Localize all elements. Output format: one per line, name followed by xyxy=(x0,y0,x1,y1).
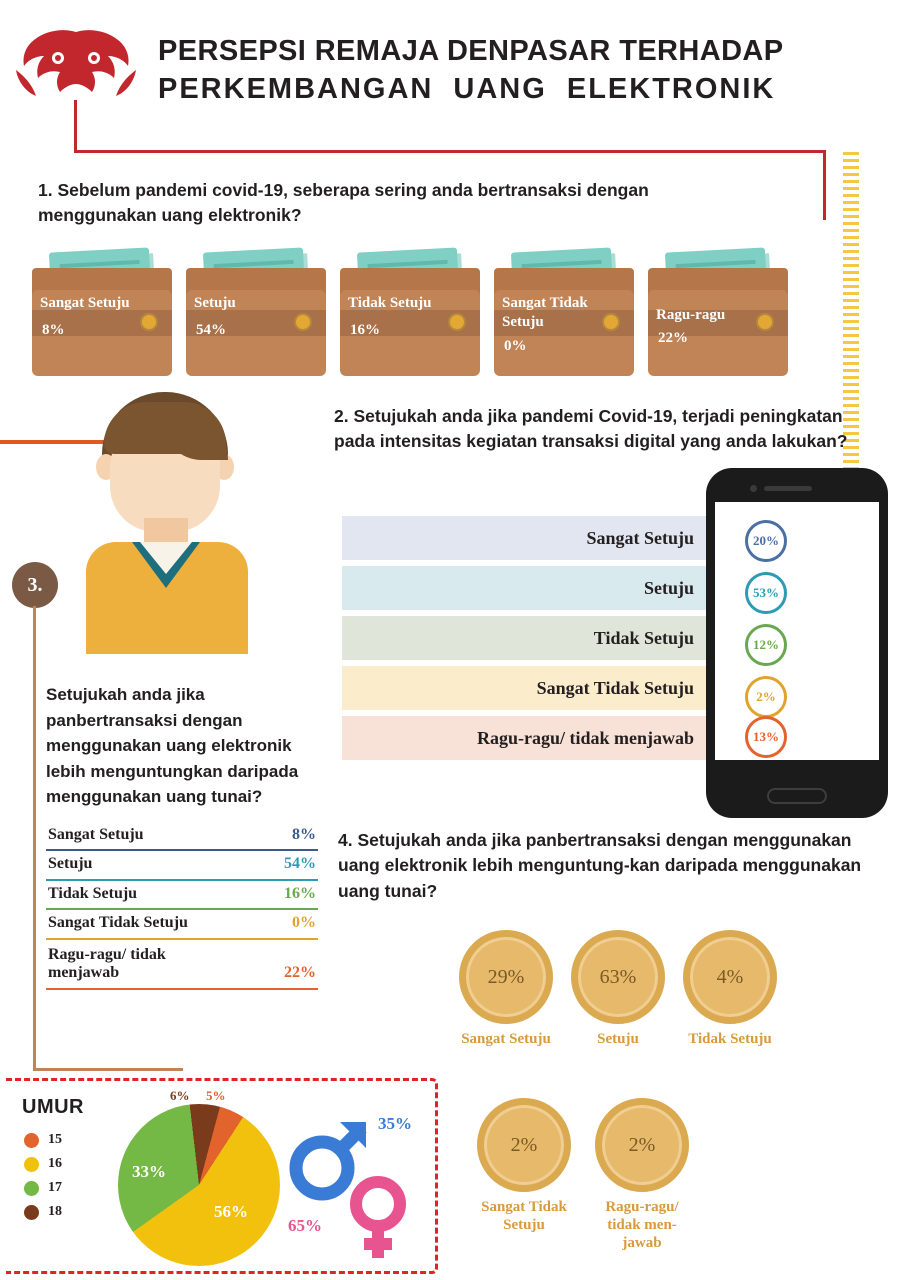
question-2-text: 2. Setujukah anda jika pandemi Covid-19, terjadi peningkatan pada intensitas kegiatan transaksi digital yang anda lakukan? xyxy=(334,406,848,452)
smartphone-illustration xyxy=(706,468,888,818)
pie-slice-label-18: 6% xyxy=(170,1088,190,1103)
legend-label: 18 xyxy=(48,1204,62,1219)
dotted-strip-decoration xyxy=(843,152,859,512)
legend-item xyxy=(24,1156,62,1172)
legend-label: 17 xyxy=(48,1180,62,1195)
title-word-perkembangan: PERKEMBANGAN xyxy=(158,73,434,106)
male-percentage: 35% xyxy=(378,1114,412,1133)
legend-color-icon xyxy=(24,1157,39,1172)
legend-item xyxy=(24,1180,62,1196)
coin-value: 63% xyxy=(571,930,665,1024)
table-row xyxy=(46,822,318,851)
wallet-value: 8% xyxy=(42,322,65,338)
divider-vertical-left xyxy=(74,100,77,152)
row-label: Sangat Setuju xyxy=(48,826,144,843)
coin-label: Ragu-ragu/ tidak men-jawab xyxy=(605,1199,679,1251)
phone-stat-badge: 12% xyxy=(745,624,787,666)
row-label: Tidak Setuju xyxy=(48,884,138,902)
bar-label: Ragu-ragu/ tidak menjawab xyxy=(476,727,694,748)
bar-item xyxy=(342,516,710,560)
coin-item xyxy=(452,930,560,1048)
page-title xyxy=(158,32,888,109)
pie-slice-label-17: 33% xyxy=(132,1162,166,1181)
coin-item xyxy=(564,930,672,1048)
pie-slice-label-16: 56% xyxy=(214,1202,248,1221)
coin-value: 29% xyxy=(459,930,553,1024)
divider-vertical-brown xyxy=(33,606,36,1071)
title-line-2 xyxy=(158,70,888,108)
gender-chart xyxy=(286,1112,432,1262)
divider-horizontal-brown xyxy=(33,1068,183,1071)
wallet-value: 54% xyxy=(196,322,226,338)
row-value: 8% xyxy=(292,826,316,843)
pie-slice-label-15: 5% xyxy=(206,1088,226,1103)
coin-label: Setuju xyxy=(597,1031,639,1047)
legend-item xyxy=(24,1204,62,1220)
barong-logo-icon xyxy=(12,26,140,100)
wallet-item xyxy=(340,258,480,376)
bar-item xyxy=(342,566,710,610)
legend-color-icon xyxy=(24,1181,39,1196)
table-row xyxy=(46,851,318,880)
speaker-icon xyxy=(764,486,812,491)
bar-item xyxy=(342,616,710,660)
wallet-label: Sangat Setuju xyxy=(40,295,130,311)
pie-graphic xyxy=(118,1104,280,1266)
wallet-value: 22% xyxy=(658,330,688,346)
wallet-label: Tidak Setuju xyxy=(348,295,432,311)
phone-stat-badge: 20% xyxy=(745,520,787,562)
row-value: 16% xyxy=(284,884,316,902)
coin-label: Tidak Setuju xyxy=(688,1031,772,1047)
female-symbol-icon xyxy=(356,1182,400,1258)
row-value: 54% xyxy=(284,855,316,873)
coin-item xyxy=(676,930,784,1048)
question-1-text: 1. Sebelum pandemi covid-19, seberapa sering anda bertransaksi dengan menggunakan uang elektronik? xyxy=(38,180,649,226)
bar-label: Tidak Setuju xyxy=(593,627,694,648)
female-percentage: 65% xyxy=(288,1216,322,1235)
question-3-badge: 3. xyxy=(12,562,58,608)
question-4-coin-chart xyxy=(452,930,792,1260)
coin-item xyxy=(588,1098,696,1252)
bar-label: Sangat Tidak Setuju xyxy=(536,677,694,698)
legend-item xyxy=(24,1132,62,1148)
row-value: 22% xyxy=(284,964,316,982)
title-line-1: PERSEPSI REMAJA DENPASAR TERHADAP xyxy=(158,35,784,67)
wallet-item xyxy=(186,258,326,376)
coin-value: 2% xyxy=(477,1098,571,1192)
bar-label: Setuju xyxy=(643,577,694,598)
bar-item xyxy=(342,666,710,710)
phone-screen xyxy=(715,502,879,760)
row-label: Ragu-ragu/ tidak menjawab xyxy=(48,945,166,982)
question-4-text: 4. Setujukah anda jika panbertransaksi dengan menggunakan uang elektronik lebih menguntung-kan daripada menggunakan uang tunai? xyxy=(338,830,862,901)
coin-label: Sangat Setuju xyxy=(461,1031,551,1047)
coin-value: 4% xyxy=(683,930,777,1024)
phone-stat-badge: 2% xyxy=(745,676,787,718)
hair-front xyxy=(104,402,226,454)
legend-color-icon xyxy=(24,1205,39,1220)
male-symbol-icon xyxy=(296,1122,366,1194)
legend-label: 16 xyxy=(48,1156,62,1171)
student-illustration xyxy=(72,392,262,652)
age-legend xyxy=(24,1132,62,1228)
age-title: UMUR xyxy=(22,1096,84,1118)
row-label: Sangat Tidak Setuju xyxy=(48,914,188,932)
phone-stat-badge: 13% xyxy=(745,716,787,758)
row-value: 0% xyxy=(292,914,316,932)
question-1-wallet-chart xyxy=(32,258,842,378)
legend-color-icon xyxy=(24,1133,39,1148)
camera-icon xyxy=(750,485,757,492)
table-row xyxy=(46,940,318,990)
coin-value: 2% xyxy=(595,1098,689,1192)
wallet-label: Setuju xyxy=(194,295,236,311)
wallet-label: Sangat Tidak Setuju xyxy=(502,295,588,330)
wallet-value: 0% xyxy=(504,338,527,354)
wallet-label: Ragu-ragu xyxy=(656,307,726,323)
bar-label: Sangat Setuju xyxy=(586,527,694,548)
divider-horizontal-top xyxy=(74,150,826,153)
coin-item xyxy=(470,1098,578,1234)
question-3-table xyxy=(46,822,318,990)
divider-vertical-right xyxy=(823,150,826,220)
question-2-bar-chart xyxy=(342,516,710,766)
home-button-icon[interactable] xyxy=(767,788,827,804)
table-row xyxy=(46,910,318,939)
wallet-item xyxy=(32,258,172,376)
age-pie-chart xyxy=(118,1088,280,1266)
bar-item xyxy=(342,716,710,760)
legend-label: 15 xyxy=(48,1132,62,1147)
title-word-uang: UANG xyxy=(453,73,547,106)
wallet-item xyxy=(648,258,788,376)
table-row xyxy=(46,881,318,910)
wallet-value: 16% xyxy=(350,322,380,338)
row-label: Setuju xyxy=(48,855,93,873)
coin-label: Sangat Tidak Setuju xyxy=(481,1199,567,1233)
title-word-elektronik: ELEKTRONIK xyxy=(566,73,776,106)
phone-stat-badge: 53% xyxy=(745,572,787,614)
header xyxy=(0,0,904,140)
question-3-text: Setujukah anda jika panbertransaksi dengan menggunakan uang elektronik lebih menguntungkan daripada menggunakan uang tunai? xyxy=(46,685,299,806)
wallet-item xyxy=(494,258,634,376)
